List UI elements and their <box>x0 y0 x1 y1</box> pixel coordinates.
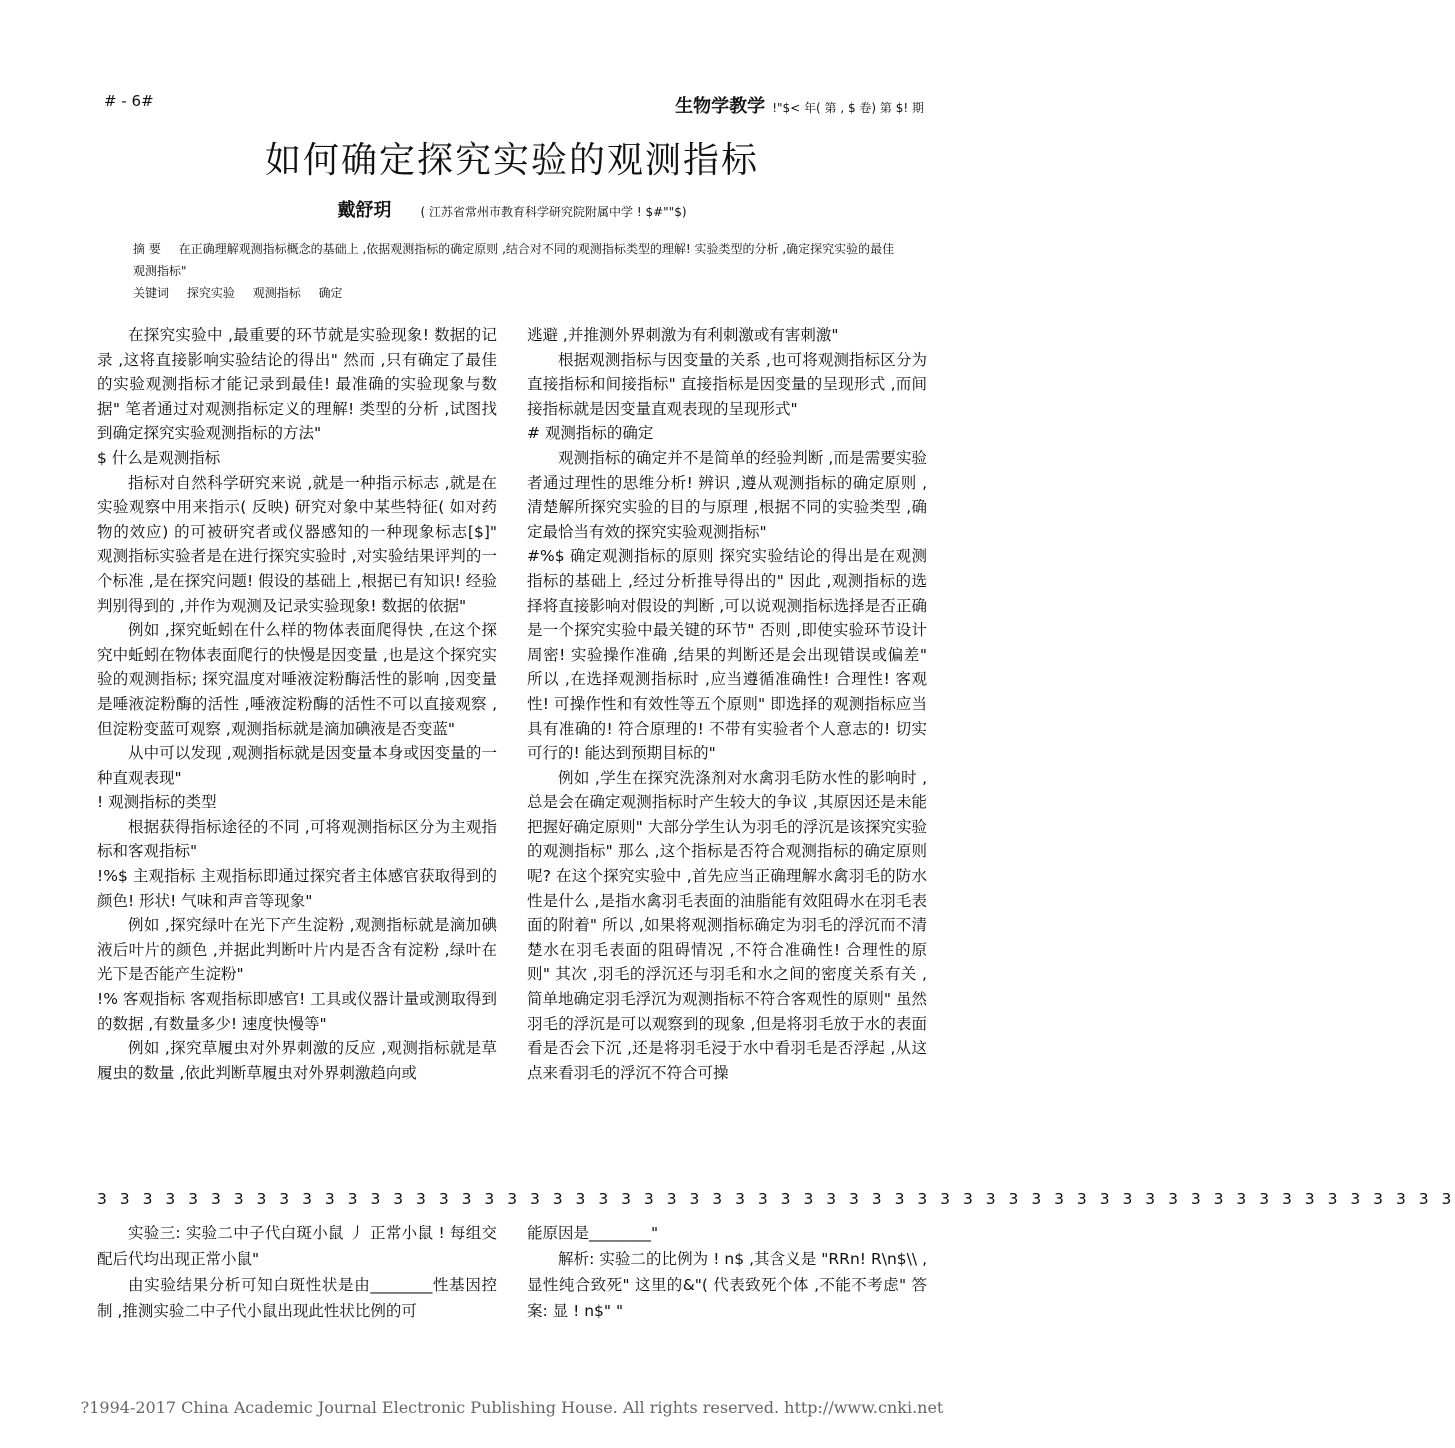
author-affiliation: ( 江苏省常州市教育科学研究院附属中学 ! $#""$) <box>420 205 687 219</box>
paragraph: 观测指标的确定并不是简单的经验判断 ,而是需要实验者通过理性的思维分析! 辨识 ,遵从观测指标的确定原则 ,清楚解所探究实验的目的与原理 ,根据不同的实验类型 ,确定最恰当有效的探究实验观测指标" <box>527 448 927 541</box>
paragraph: 由实验结果分析可知白斑性状是由________性基因控制 ,推测实验二中子代小鼠出现此性状比例的可 <box>97 1276 497 1320</box>
paragraph: 在探究实验中 ,最重要的环节就是实验现象! 数据的记录 ,这将直接影响实验结论的得出" 然而 ,只有确定了最佳的实验观测指标才能记录到最佳! 最准确的实验现象与数据" 笔者通过对观测指标定义的理解! 类型的分析 ,试图找到确定探究实验观测指标的方法" <box>97 326 497 443</box>
paragraph: 从中可以发现 ,观测指标就是因变量本身或因变量的一种直观表现" <box>97 744 497 787</box>
keywords-label: 关键词 <box>133 286 170 300</box>
journal-name: 生物学教学 <box>675 96 766 117</box>
subsection-paragraph: !% 客观指标 客观指标即感官! 工具或仪器计量或测取得到的数据 ,有数量多少! 速度快慢等" <box>97 990 497 1033</box>
paragraph: 指标对自然科学研究来说 ,就是一种指示标志 ,就是在实验观察中用来指示( 反映) 研究对象中某些特征( 如对药物的效应) 的可被研究者或仪器感知的一种现象标志[$]" 观测指标实验者是在进行探究实验时 ,对实验结果评判的一个标准 ,是在探究问题! 假设的基础上 ,根据已有知识! 经验判别得到的 ,并作为观测及记录实验现象! 数据的依据" <box>97 473 497 615</box>
paragraph: 例如 ,探究绿叶在光下产生淀粉 ,观测指标就是滴加碘液后叶片的颜色 ,并据此判断叶片内是否含有淀粉 ,绿叶在光下是否能产生淀粉" <box>97 916 497 984</box>
subsection-paragraph: #%$ 确定观测指标的原则 探究实验结论的得出是在观测指标的基础上 ,经过分析推导得出的" 因此 ,观测指标的选择将直接影响对假设的判断 ,可以说观测指标选择是否正确是一个探究实验中最关键的环节" 否则 ,即使实验环节设计周密! 实验操作准确 ,结果的判断还是会出现错误或偏差" 所以 ,在选择观测指标时 ,应当遵循准确性! 合理性! 客观性! 可操作性和有效性等五个原则" 即选择的观测指标应当具有准确的! 符合原理的! 不带有实验者个人意志的! 切实可行的! 能达到预期目标的" <box>527 547 927 763</box>
keyword: 观测指标 <box>252 286 301 300</box>
section-heading: # 观测指标的确定 <box>527 424 654 443</box>
abstract-label: 摘 要 <box>133 242 161 256</box>
keyword: 探究实验 <box>186 286 235 300</box>
keyword: 确定 <box>318 286 343 300</box>
paragraph: 例如 ,探究蚯蚓在什么样的物体表面爬得快 ,在这个探究中蚯蚓在物体表面爬行的快慢是因变量 ,也是这个探究实验的观测指标; 探究温度对唾液淀粉酶活性的影响 ,因变量是唾液淀粉酶的活性 ,唾液淀粉酶的活性不可以直接观察 ,但淀粉变蓝可观察 ,观测指标就是滴加碘液是否变蓝" <box>97 621 497 738</box>
section-divider: 3 3 3 3 3 3 3 3 3 3 3 3 3 3 3 3 3 3 3 3 3 3 3 3 3 3 3 3 3 3 3 3 3 3 3 3 3 3 3 3 3 3 3 3 3 3 3 3 3 3 3 3 3 3 3 3 3 3 3 3 <box>97 1190 1455 1208</box>
paragraph: 例如 ,探究草履虫对外界刺激的反应 ,观测指标就是草履虫的数量 ,依此判断草履虫对外界刺激趋向或 <box>97 1039 497 1082</box>
right-column <box>527 323 927 1085</box>
left-column <box>97 323 497 1085</box>
subsection-paragraph: !%$ 主观指标 主观指标即通过探究者主体感官获取得到的颜色! 形状! 气味和声音等现象" <box>97 867 497 910</box>
author-line <box>0 196 1024 222</box>
lower-right-column <box>527 1220 927 1324</box>
page-number: # - 6# <box>104 92 154 110</box>
paragraph: 根据获得指标途径的不同 ,可将观测指标区分为主观指标和客观指标" <box>97 817 497 861</box>
paragraph: 逃避 ,并推测外界刺激为有利刺激或有害刺激" <box>527 326 839 344</box>
paragraph: 根据观测指标与因变量的关系 ,也可将观测指标区分为直接指标和间接指标" 直接指标是因变量的呈现形式 ,而间接指标就是因变量直观表现的呈现形式" <box>527 350 927 418</box>
paragraph: 解析: 实验二的比例为 ! n$ ,其含义是 "RRn! R\n$\\ ,显性纯合致死" 这里的&"( 代表致死个体 ,不能不考虑" 答案: 显 ! n$" " <box>527 1250 927 1320</box>
abstract-text: 在正确理解观测指标概念的基础上 ,依据观测指标的确定原则 ,结合对不同的观测指标类型的理解! 实验类型的分析 ,确定探究实验的最佳观测指标" <box>133 242 895 278</box>
section-heading: $ 什么是观测指标 <box>97 448 221 467</box>
keywords <box>133 284 895 301</box>
lower-left-column <box>97 1220 497 1324</box>
copyright-footer: ?1994-2017 China Academic Journal Electronic Publishing House. All rights reserved. http://www.cnki.net <box>80 1398 944 1417</box>
author-name: 戴舒玥 <box>337 200 392 221</box>
section-heading: ! 观测指标的类型 <box>97 793 217 812</box>
article-title: 如何确定探究实验的观测指标 <box>264 140 759 181</box>
journal-info <box>675 92 924 118</box>
paragraph: 例如 ,学生在探究洗涤剂对水禽羽毛防水性的影响时 ,总是会在确定观测指标时产生较大的争议 ,其原因还是未能把握好确定原则" 大部分学生认为羽毛的浮沉是该探究实验的观测指标" 那么 ,这个指标是否符合观测指标的确定原则呢? 在这个探究实验中 ,首先应当正确理解水禽羽毛的防水性是什么 ,是指水禽羽毛表面的油脂能有效阻碍水在羽毛表面的附着" 所以 ,如果将观测指标确定为羽毛的浮沉而不清楚水在羽毛表面的阻碍情况 ,不符合准确性! 合理性的原则" 其次 ,羽毛的浮沉还与羽毛和水之间的密度关系有关 ,简单地确定羽毛浮沉为观测指标不符合客观性的原则" 虽然羽毛的浮沉是可以观察到的现象 ,但是将羽毛放于水的表面看是否会下沉 ,还是将羽毛浸于水中看羽毛是否浮起 ,从这点来看羽毛的浮沉不符合可操 <box>527 768 927 1082</box>
paragraph: 实验三: 实验二中子代白斑小鼠 丿 正常小鼠 ! 每组交配后代均出现正常小鼠" <box>97 1224 497 1268</box>
journal-issue: !"$< 年( 第 , $ 卷) 第 $! 期 <box>772 101 924 115</box>
page-header <box>104 92 924 116</box>
abstract <box>133 238 895 282</box>
paragraph: 能原因是________" <box>527 1224 659 1242</box>
